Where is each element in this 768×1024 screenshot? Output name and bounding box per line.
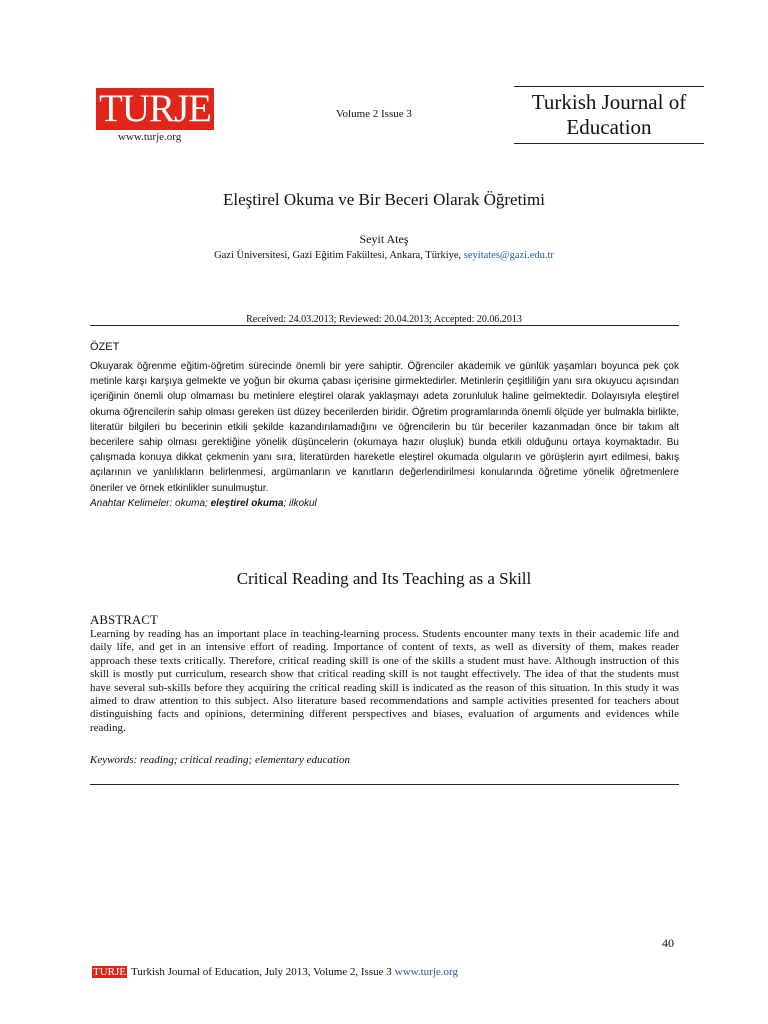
divider-bottom	[90, 784, 679, 785]
page-number: 40	[662, 936, 674, 950]
ozet-heading: ÖZET	[90, 341, 120, 353]
page-footer	[92, 966, 458, 978]
abstract-heading: ABSTRACT	[90, 612, 158, 627]
ozet-body: Okuyarak öğrenme eğitim-öğretim sürecinde önemli bir yere sahiptir. Öğrenciler akademik ve günlük yaşamları boyunca pek çok metinle karşı karşıya gelmekte ve yoğun bir okuma çabası içerisine girmektedirler. Metinlerin çeşitliliğin yanı sıra okuyucu açısından içeriğinin önemli olup olmaması bu metinlere eleştirel olarak yaklaşmayı adeta zorunluluk haline gelmektedir. Dolayısıyla eleştirel okuma öğrencilerin sahip olması gereken üst düzey becerilerden biridir. Öğretim programlarında önemli ölçüde yer bulmakla birlikte, literatür bilgileri bu becerinin etkili şekilde kazandırılamadığını ve öğrencilerin bu tür beceriler kazanmadan önce bir takım alt becerilere sahip olması gerektiğine yönelik düşüncelerin (okumaya hazır oluşluk) bunda etkili olduğunu ortaya koymaktadır. Bu çalışmada konuya dikkat çekmenin yanı sıra, literatürden hareketle eleştirel okumada olguların ve görüşlerin ayırt edilmesi, bakış açılarının ve yanlılıkların belirlenmesi, argümanların ve kanıtların değerlendirilmesi konularında öğretime yönelik öğretmenlere öneriler ve örnek etkinlikler sunulmuştur.	[90, 361, 679, 494]
ozet-keywords	[90, 498, 317, 509]
footer-logo: TURJE	[93, 966, 126, 978]
abstract-keywords: Keywords: reading; critical reading; elementary education	[90, 754, 350, 766]
author-name: Seyit Ateş	[359, 232, 409, 246]
affiliation-text: Gazi Üniversitesi, Gazi Eğitim Fakültesi, Ankara, Türkiye,	[214, 250, 464, 261]
journal-logo-url[interactable]: www.turje.org	[118, 131, 182, 143]
footer-url[interactable]: www.turje.org	[394, 966, 458, 978]
author-email[interactable]: seyitates@gazi.edu.tr	[463, 250, 554, 261]
journal-title: Turkish Journal of Education	[514, 86, 704, 144]
submission-dates: Received: 24.03.2013; Reviewed: 20.04.2013; Accepted: 20.06.2013	[246, 314, 522, 325]
journal-logo-text: TURJE	[99, 87, 211, 130]
footer-citation: Turkish Journal of Education, July 2013, Volume 2, Issue 3	[131, 966, 392, 978]
english-title: Critical Reading and Its Teaching as a Skill	[236, 569, 532, 588]
issue-label: Volume 2 Issue 3	[336, 108, 412, 120]
turkish-title: Eleştirel Okuma ve Bir Beceri Olarak Öğretimi	[223, 190, 545, 209]
abstract-body: Learning by reading has an important place in teaching-learning process. Students encounter many texts in their academic life and daily life, and get in an intensive effort of reading. Importance of content of texts, as well as diversity of them, makes reader approach these texts critically. Therefore, critical reading skill is one of the skills a student must have. Although instruction of this skill is mostly put curriculum, research show that critical reading skill is not taught effectively. The idea of that the students must have several sub-skills before they acquiring the critical reading skill is indicated as the reason of this situation. In this study it was aimed to draw attention to this subject. Also literature based recommendations and sample activities presented for teachers about distinguishing facts and opinions, determining different perspectives and biases, evaluation of arguments and evidences while reading.	[90, 628, 679, 734]
ozet-keywords-suffix: ; ilkokul	[283, 498, 317, 509]
ozet-keywords-bold: eleştirel okuma	[210, 498, 284, 509]
divider-top	[90, 325, 679, 326]
author-affiliation	[0, 250, 768, 261]
ozet-keywords-prefix: Anahtar Kelimeler: okuma;	[90, 498, 211, 509]
